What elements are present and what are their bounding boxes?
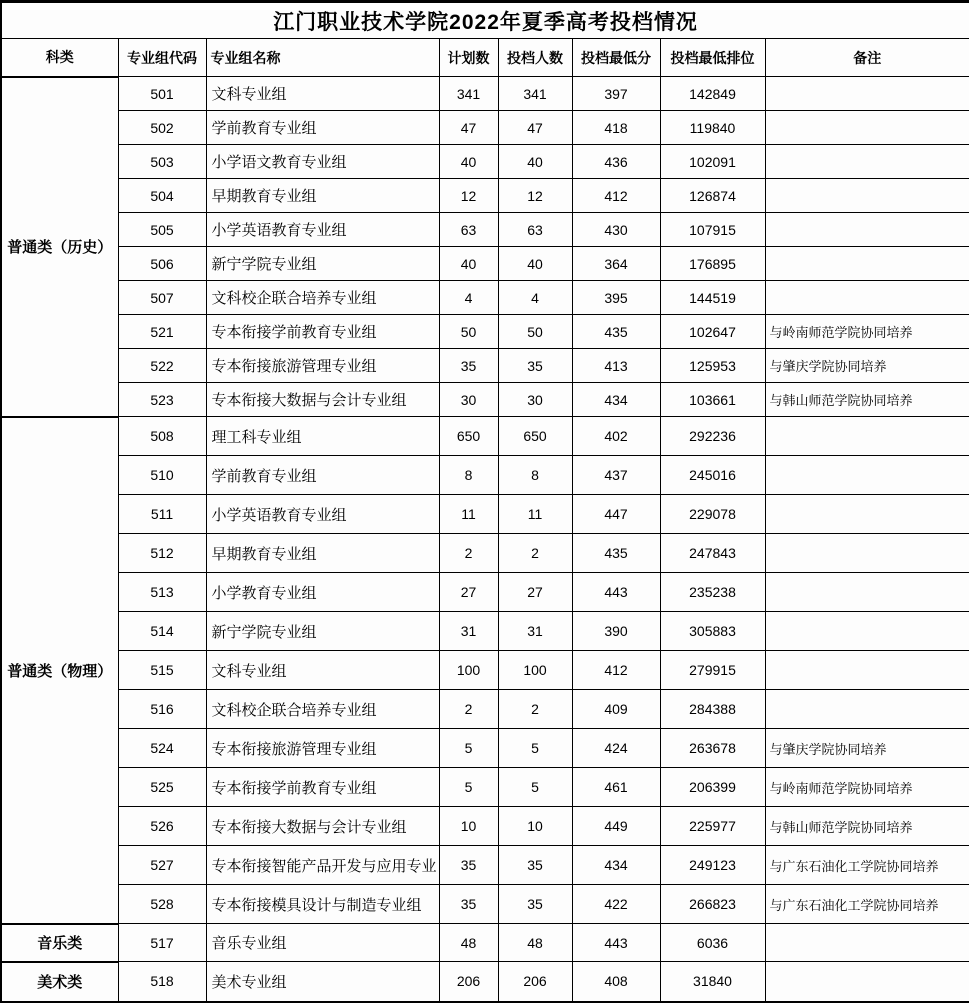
cell-min-score: 395 bbox=[572, 281, 660, 315]
table-row bbox=[1, 417, 969, 456]
cell-code: 527 bbox=[118, 846, 206, 885]
table-row bbox=[1, 846, 969, 885]
cell-min-score: 434 bbox=[572, 846, 660, 885]
cell-applicants: 650 bbox=[498, 417, 572, 456]
cell-remark bbox=[765, 651, 969, 690]
cell-applicants: 11 bbox=[498, 495, 572, 534]
cell-min-score: 397 bbox=[572, 77, 660, 111]
cell-applicants: 4 bbox=[498, 281, 572, 315]
cell-name: 美术专业组 bbox=[206, 962, 439, 1002]
cell-min-rank: 126874 bbox=[660, 179, 765, 213]
cell-remark bbox=[765, 924, 969, 962]
cell-plan: 5 bbox=[439, 729, 498, 768]
table-row bbox=[1, 573, 969, 612]
cell-remark bbox=[765, 612, 969, 651]
cell-plan: 40 bbox=[439, 145, 498, 179]
cell-plan: 11 bbox=[439, 495, 498, 534]
cell-remark: 与岭南师范学院协同培养 bbox=[765, 315, 969, 349]
cell-remark: 与广东石油化工学院协同培养 bbox=[765, 846, 969, 885]
cell-plan: 5 bbox=[439, 768, 498, 807]
table-row bbox=[1, 690, 969, 729]
cell-name: 文科校企联合培养专业组 bbox=[206, 281, 439, 315]
cell-min-score: 437 bbox=[572, 456, 660, 495]
title-row bbox=[1, 2, 969, 39]
table-row bbox=[1, 247, 969, 281]
cell-min-score: 402 bbox=[572, 417, 660, 456]
cell-name: 专本衔接大数据与会计专业组 bbox=[206, 383, 439, 417]
cell-code: 514 bbox=[118, 612, 206, 651]
header-cell-remark: 备注 bbox=[765, 39, 969, 77]
table-row bbox=[1, 349, 969, 383]
cell-code: 521 bbox=[118, 315, 206, 349]
cell-remark bbox=[765, 247, 969, 281]
cell-min-rank: 144519 bbox=[660, 281, 765, 315]
cell-applicants: 8 bbox=[498, 456, 572, 495]
cell-min-score: 443 bbox=[572, 573, 660, 612]
cell-min-rank: 125953 bbox=[660, 349, 765, 383]
cell-min-rank: 263678 bbox=[660, 729, 765, 768]
cell-applicants: 27 bbox=[498, 573, 572, 612]
cell-code: 517 bbox=[118, 924, 206, 962]
cell-code: 526 bbox=[118, 807, 206, 846]
cell-name: 新宁学院专业组 bbox=[206, 247, 439, 281]
cell-min-rank: 292236 bbox=[660, 417, 765, 456]
cell-remark bbox=[765, 77, 969, 111]
cell-remark bbox=[765, 495, 969, 534]
cell-min-rank: 245016 bbox=[660, 456, 765, 495]
cell-code: 507 bbox=[118, 281, 206, 315]
cell-remark bbox=[765, 573, 969, 612]
cell-name: 专本衔接模具设计与制造专业组 bbox=[206, 885, 439, 924]
cell-name: 早期教育专业组 bbox=[206, 534, 439, 573]
table-row bbox=[1, 179, 969, 213]
cell-code: 528 bbox=[118, 885, 206, 924]
cell-name: 专本衔接学前教育专业组 bbox=[206, 315, 439, 349]
cell-applicants: 50 bbox=[498, 315, 572, 349]
cell-min-score: 390 bbox=[572, 612, 660, 651]
header-cell-name: 专业组名称 bbox=[206, 39, 439, 77]
cell-code: 522 bbox=[118, 349, 206, 383]
cell-code: 501 bbox=[118, 77, 206, 111]
cell-remark: 与岭南师范学院协同培养 bbox=[765, 768, 969, 807]
cell-name: 小学英语教育专业组 bbox=[206, 495, 439, 534]
cell-plan: 63 bbox=[439, 213, 498, 247]
cell-min-rank: 142849 bbox=[660, 77, 765, 111]
cell-applicants: 206 bbox=[498, 962, 572, 1002]
cell-name: 音乐专业组 bbox=[206, 924, 439, 962]
table-row bbox=[1, 77, 969, 111]
cell-plan: 35 bbox=[439, 885, 498, 924]
cell-min-score: 435 bbox=[572, 534, 660, 573]
cell-plan: 48 bbox=[439, 924, 498, 962]
cell-plan: 2 bbox=[439, 534, 498, 573]
table-row bbox=[1, 885, 969, 924]
cell-remark bbox=[765, 145, 969, 179]
cell-min-score: 430 bbox=[572, 213, 660, 247]
category-cell: 美术类 bbox=[1, 962, 118, 1002]
cell-name: 小学教育专业组 bbox=[206, 573, 439, 612]
cell-min-rank: 284388 bbox=[660, 690, 765, 729]
table-row bbox=[1, 924, 969, 962]
cell-plan: 40 bbox=[439, 247, 498, 281]
cell-remark: 与肇庆学院协同培养 bbox=[765, 729, 969, 768]
cell-min-score: 443 bbox=[572, 924, 660, 962]
cell-plan: 100 bbox=[439, 651, 498, 690]
cell-min-score: 447 bbox=[572, 495, 660, 534]
cell-min-score: 412 bbox=[572, 651, 660, 690]
table-row bbox=[1, 768, 969, 807]
cell-plan: 31 bbox=[439, 612, 498, 651]
cell-min-rank: 206399 bbox=[660, 768, 765, 807]
cell-remark: 与广东石油化工学院协同培养 bbox=[765, 885, 969, 924]
cell-name: 专本衔接旅游管理专业组 bbox=[206, 729, 439, 768]
cell-min-rank: 6036 bbox=[660, 924, 765, 962]
cell-min-rank: 235238 bbox=[660, 573, 765, 612]
cell-applicants: 341 bbox=[498, 77, 572, 111]
cell-applicants: 31 bbox=[498, 612, 572, 651]
cell-min-rank: 103661 bbox=[660, 383, 765, 417]
cell-min-rank: 266823 bbox=[660, 885, 765, 924]
cell-applicants: 30 bbox=[498, 383, 572, 417]
cell-applicants: 5 bbox=[498, 768, 572, 807]
cell-plan: 4 bbox=[439, 281, 498, 315]
cell-code: 510 bbox=[118, 456, 206, 495]
cell-min-rank: 102647 bbox=[660, 315, 765, 349]
table-row bbox=[1, 145, 969, 179]
table-body bbox=[1, 77, 969, 1002]
category-cell: 音乐类 bbox=[1, 924, 118, 962]
cell-min-rank: 247843 bbox=[660, 534, 765, 573]
cell-remark bbox=[765, 111, 969, 145]
cell-applicants: 100 bbox=[498, 651, 572, 690]
cell-min-rank: 176895 bbox=[660, 247, 765, 281]
cell-min-score: 409 bbox=[572, 690, 660, 729]
table-row bbox=[1, 612, 969, 651]
cell-applicants: 63 bbox=[498, 213, 572, 247]
cell-remark bbox=[765, 417, 969, 456]
cell-code: 518 bbox=[118, 962, 206, 1002]
cell-code: 513 bbox=[118, 573, 206, 612]
category-cell: 普通类（物理） bbox=[1, 417, 118, 924]
cell-remark bbox=[765, 962, 969, 1002]
cell-min-score: 435 bbox=[572, 315, 660, 349]
cell-code: 524 bbox=[118, 729, 206, 768]
cell-applicants: 5 bbox=[498, 729, 572, 768]
cell-min-score: 418 bbox=[572, 111, 660, 145]
cell-applicants: 35 bbox=[498, 846, 572, 885]
cell-plan: 650 bbox=[439, 417, 498, 456]
table-row bbox=[1, 729, 969, 768]
cell-code: 505 bbox=[118, 213, 206, 247]
cell-code: 515 bbox=[118, 651, 206, 690]
cell-name: 文科专业组 bbox=[206, 77, 439, 111]
table-header-row bbox=[1, 39, 969, 77]
cell-min-score: 434 bbox=[572, 383, 660, 417]
cell-name: 理工科专业组 bbox=[206, 417, 439, 456]
cell-remark bbox=[765, 690, 969, 729]
table-row bbox=[1, 456, 969, 495]
cell-name: 专本衔接智能产品开发与应用专业 bbox=[206, 846, 439, 885]
page-title: 江门职业技术学院2022年夏季高考投档情况 bbox=[1, 2, 969, 39]
cell-remark bbox=[765, 534, 969, 573]
table-row bbox=[1, 651, 969, 690]
cell-applicants: 10 bbox=[498, 807, 572, 846]
header-cell-min-rank: 投档最低排位 bbox=[660, 39, 765, 77]
cell-name: 小学语文教育专业组 bbox=[206, 145, 439, 179]
cell-remark bbox=[765, 281, 969, 315]
cell-code: 502 bbox=[118, 111, 206, 145]
cell-remark: 与韩山师范学院协同培养 bbox=[765, 383, 969, 417]
cell-remark: 与韩山师范学院协同培养 bbox=[765, 807, 969, 846]
cell-applicants: 12 bbox=[498, 179, 572, 213]
cell-applicants: 2 bbox=[498, 690, 572, 729]
cell-min-rank: 225977 bbox=[660, 807, 765, 846]
cell-applicants: 35 bbox=[498, 885, 572, 924]
cell-plan: 35 bbox=[439, 349, 498, 383]
cell-name: 学前教育专业组 bbox=[206, 111, 439, 145]
cell-min-score: 422 bbox=[572, 885, 660, 924]
cell-code: 516 bbox=[118, 690, 206, 729]
cell-plan: 206 bbox=[439, 962, 498, 1002]
cell-remark bbox=[765, 179, 969, 213]
cell-min-score: 436 bbox=[572, 145, 660, 179]
cell-min-score: 424 bbox=[572, 729, 660, 768]
cell-remark: 与肇庆学院协同培养 bbox=[765, 349, 969, 383]
cell-name: 新宁学院专业组 bbox=[206, 612, 439, 651]
cell-name: 早期教育专业组 bbox=[206, 179, 439, 213]
cell-code: 508 bbox=[118, 417, 206, 456]
cell-applicants: 47 bbox=[498, 111, 572, 145]
cell-code: 523 bbox=[118, 383, 206, 417]
cell-min-rank: 31840 bbox=[660, 962, 765, 1002]
cell-plan: 27 bbox=[439, 573, 498, 612]
cell-min-score: 408 bbox=[572, 962, 660, 1002]
table-row bbox=[1, 281, 969, 315]
cell-min-score: 364 bbox=[572, 247, 660, 281]
table-row bbox=[1, 962, 969, 1002]
cell-min-rank: 305883 bbox=[660, 612, 765, 651]
cell-plan: 50 bbox=[439, 315, 498, 349]
header-cell-plan: 计划数 bbox=[439, 39, 498, 77]
cell-code: 512 bbox=[118, 534, 206, 573]
cell-name: 专本衔接学前教育专业组 bbox=[206, 768, 439, 807]
cell-min-score: 461 bbox=[572, 768, 660, 807]
cell-name: 专本衔接大数据与会计专业组 bbox=[206, 807, 439, 846]
cell-min-score: 412 bbox=[572, 179, 660, 213]
category-cell: 普通类（历史） bbox=[1, 77, 118, 417]
cell-min-rank: 119840 bbox=[660, 111, 765, 145]
cell-min-score: 449 bbox=[572, 807, 660, 846]
cell-plan: 47 bbox=[439, 111, 498, 145]
cell-remark bbox=[765, 456, 969, 495]
cell-code: 525 bbox=[118, 768, 206, 807]
cell-min-rank: 249123 bbox=[660, 846, 765, 885]
cell-plan: 2 bbox=[439, 690, 498, 729]
cell-name: 专本衔接旅游管理专业组 bbox=[206, 349, 439, 383]
cell-min-rank: 102091 bbox=[660, 145, 765, 179]
header-cell-code: 专业组代码 bbox=[118, 39, 206, 77]
table-row bbox=[1, 111, 969, 145]
header-cell-applicants: 投档人数 bbox=[498, 39, 572, 77]
cell-code: 506 bbox=[118, 247, 206, 281]
cell-applicants: 48 bbox=[498, 924, 572, 962]
cell-min-rank: 229078 bbox=[660, 495, 765, 534]
cell-plan: 8 bbox=[439, 456, 498, 495]
table-row bbox=[1, 495, 969, 534]
cell-applicants: 40 bbox=[498, 145, 572, 179]
header-cell-min-score: 投档最低分 bbox=[572, 39, 660, 77]
cell-applicants: 2 bbox=[498, 534, 572, 573]
cell-name: 文科专业组 bbox=[206, 651, 439, 690]
cell-plan: 341 bbox=[439, 77, 498, 111]
table-row bbox=[1, 383, 969, 417]
cell-plan: 35 bbox=[439, 846, 498, 885]
cell-code: 503 bbox=[118, 145, 206, 179]
cell-remark bbox=[765, 213, 969, 247]
cell-plan: 12 bbox=[439, 179, 498, 213]
cell-applicants: 35 bbox=[498, 349, 572, 383]
cell-plan: 10 bbox=[439, 807, 498, 846]
table-row bbox=[1, 807, 969, 846]
cell-plan: 30 bbox=[439, 383, 498, 417]
header-cell-category: 科类 bbox=[1, 39, 118, 77]
cell-min-score: 413 bbox=[572, 349, 660, 383]
table-row bbox=[1, 315, 969, 349]
cell-min-rank: 107915 bbox=[660, 213, 765, 247]
cell-name: 小学英语教育专业组 bbox=[206, 213, 439, 247]
cell-code: 504 bbox=[118, 179, 206, 213]
table-row bbox=[1, 213, 969, 247]
cell-applicants: 40 bbox=[498, 247, 572, 281]
cell-name: 文科校企联合培养专业组 bbox=[206, 690, 439, 729]
table-row bbox=[1, 534, 969, 573]
cell-code: 511 bbox=[118, 495, 206, 534]
cell-min-rank: 279915 bbox=[660, 651, 765, 690]
cell-name: 学前教育专业组 bbox=[206, 456, 439, 495]
